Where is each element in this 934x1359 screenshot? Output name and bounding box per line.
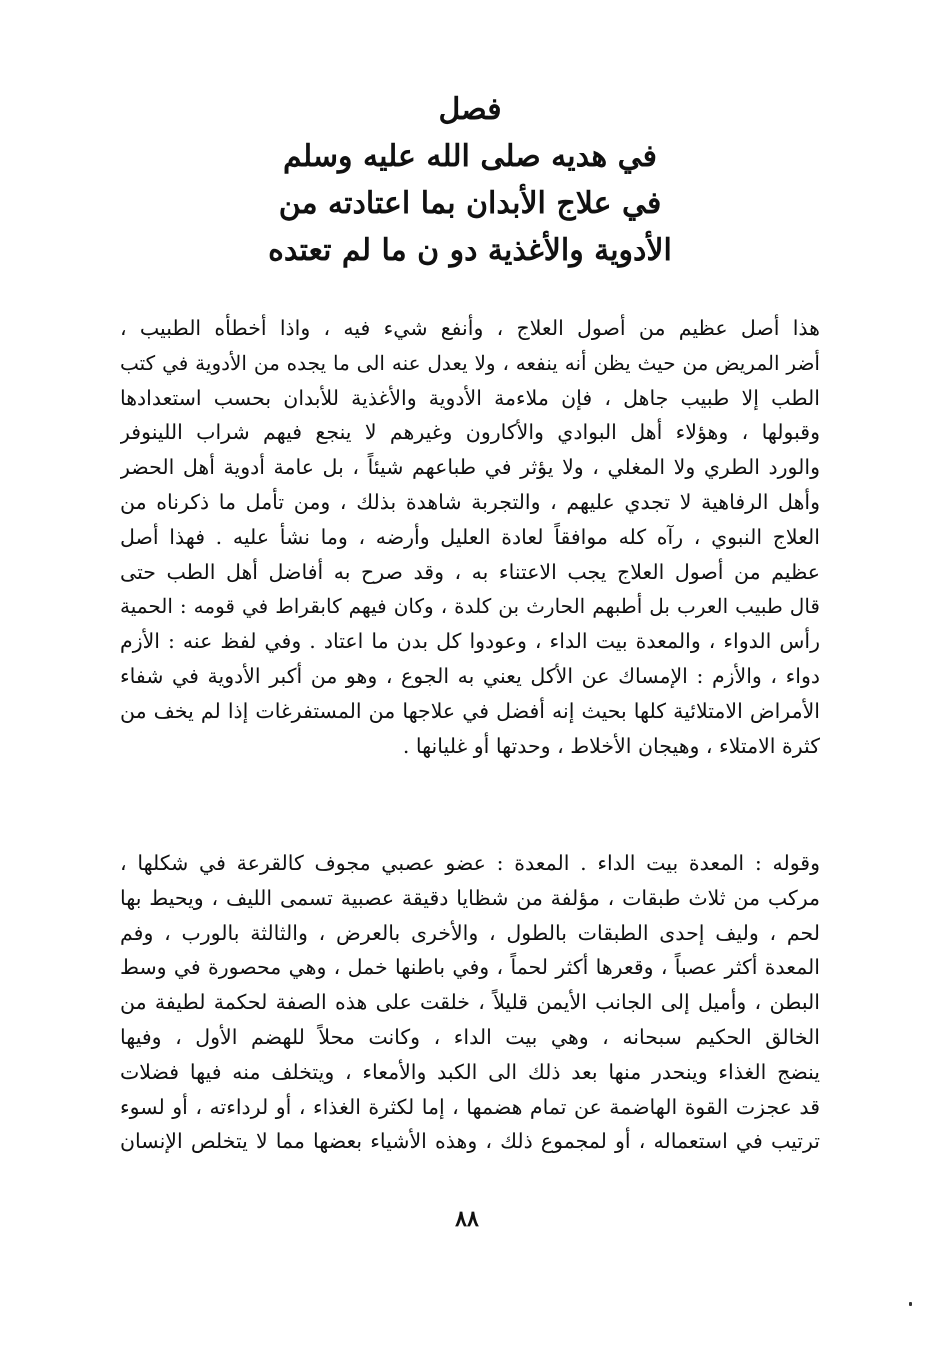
paragraph-1 (120, 311, 820, 763)
paragraph-2 (120, 846, 820, 1159)
text-line: عظيم من أصول العلاج يجب الاعتناء به ، وقد صرح به أفاضل أهل الطب حتى (120, 559, 820, 584)
text-line: وقوله : المعدة بيت الداء . المعدة : عضو عصبي مجوف كالقرعة في شكلها ، (120, 851, 820, 875)
text-line: المعدة أكثر عصباً ، وقعرها أكثر لحماً ، وفي باطنها خمل ، وهي محصورة في وسط (120, 955, 820, 980)
scan-speck (909, 1302, 912, 1306)
text-line: أضر المريض من حيث يظن أنه ينفعه ، ولا يعدل عنه الى ما يجده من الأدوية في كتب (120, 350, 820, 375)
heading-line: في علاج الأبدان بما اعتادته من (278, 186, 662, 221)
text-line: قال طبيب العرب بل أطبهم الحارث بن كلدة ، وكان فيهم كابقراط في قومه : الحمية (120, 594, 820, 619)
text-line: هذا أصل عظيم من أصول العلاج ، وأنفع شيء فيه ، واذا أخطأه الطبيب ، (120, 316, 820, 340)
text-line: دواء ، والأزم : الإمساك عن الأكل يعني به الجوع ، وهو من أكبر الأدوية في شفاء (120, 663, 820, 688)
text-line: الأمراض الامتلائية كلها بحيث إنه أفضل في علاجها من المستفرغات إذا لم يخف من (120, 698, 820, 723)
page-number: ٨٨ (455, 1206, 479, 1232)
text-line: البطن ، وأميل إلى الجانب الأيمن قليلاً ، خلقت على هذه الصفة لحكمة لطيفة من (120, 990, 820, 1015)
text-line: كثرة الامتلاء ، وهيجان الأخلاط ، وحدتها أو غليانها . (402, 733, 820, 758)
text-line: والورد الطري ولا المغلي ، ولا يؤثر في طباعهم شيئاً ، بل عامة أدوية أهل الحضر (120, 455, 820, 480)
heading-line: فصل (438, 92, 502, 127)
text-line: لحم ، وليف إحدى الطبقات بالطول ، والأخرى بالعرض ، والثالثة بالورب ، وفم (120, 920, 820, 945)
text-line: وقبولها ، وهؤلاء أهل البوادي والأكارون وغيرهم لا ينجع فيهم شراب اللينوفر (120, 420, 820, 445)
text-line: الخالق الحكيم سبحانه ، وهي بيت الداء ، وكانت محلاً للهضم الأول ، وفيها (120, 1024, 820, 1049)
text-line: رأس الدواء ، والمعدة بيت الداء ، وعودوا كل بدن ما اعتاد . وفي لفظ عنه : الأزم (120, 629, 820, 654)
text-line: قد عجزت القوة الهاضمة عن تمام هضمها ، إما لكثرة الغذاء ، أو لرداءته ، أو لسوء (120, 1094, 820, 1119)
text-line: ينضج الغذاء وينحدر منها بعد ذلك الى الكبد والأمعاء ، ويتخلف منه فيها فضلات (120, 1059, 820, 1084)
heading-line: الأدوية والأغذية دو ن ما لم تعتده (268, 233, 672, 268)
chapter-heading (120, 86, 820, 274)
text-line: وأهل الرفاهية لا تجدي عليهم ، والتجربة شاهدة بذلك ، ومن تأمل ما ذكرناه من (120, 489, 820, 514)
text-line: ترتيب في استعماله ، أو لمجموع ذلك ، وهذه الأشياء بعضها مما لا يتخلص الإنسان (120, 1129, 820, 1154)
text-line: مركب من ثلاث طبقات ، مؤلفة من شظايا دقيقة عصبية تسمى الليف ، ويحيط بها (120, 885, 820, 910)
text-line: الطب إلا طبيب جاهل ، فإن ملاءمة الأدوية والأغذية للأبدان بحسب استعدادها (120, 385, 820, 410)
text-line: العلاج النبوي ، رآه كله موافقاً لعادة العليل وأرضه ، وما نشأ عليه . فهذا أصل (120, 524, 820, 549)
heading-line: في هديه صلى الله عليه وسلم (283, 139, 657, 174)
